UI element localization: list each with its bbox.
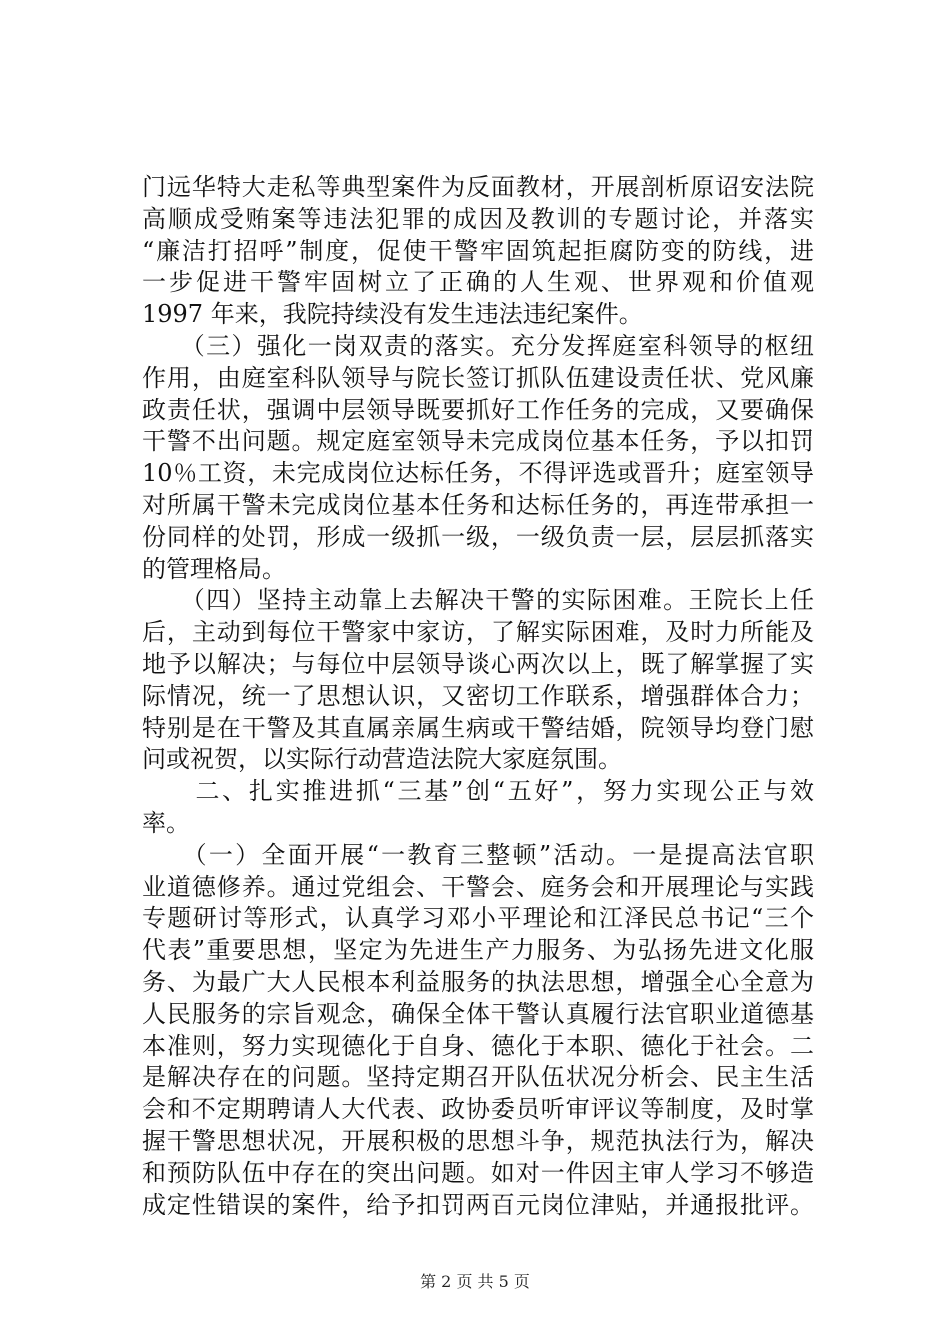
text-line: 本准则，努力实现德化于自身、德化于本职、德化于社会。二 — [142, 1031, 814, 1060]
text-line: （一）全面开展“一教育三整顿”活动。一是提高法官职 — [142, 840, 814, 869]
text-line: 务、为最广大人民根本利益服务的执法思想，增强全心全意为 — [142, 967, 814, 996]
text-line: 特别是在干警及其直属亲属生病或干警结婚，院领导均登门慰 — [142, 713, 814, 742]
text-line: 专题研讨等形式，认真学习邓小平理论和江泽民总书记“三个 — [142, 904, 814, 933]
text-line: 握干警思想状况，开展积极的思想斗争，规范执法行为，解决 — [142, 1126, 814, 1155]
text-line: 代表”重要思想，坚定为先进生产力服务、为弘扬先进文化服 — [142, 936, 814, 965]
text-line: 10％工资，未完成岗位达标任务，不得评选或晋升；庭室领导 — [142, 459, 814, 488]
text-line: 际情况，统一了思想认识，又密切工作联系，增强群体合力； — [142, 681, 814, 710]
text-line: （三）强化一岗双责的落实。充分发挥庭室科领导的枢纽 — [142, 331, 814, 360]
text-line: （四）坚持主动靠上去解决干警的实际困难。王院长上任 — [142, 586, 814, 615]
text-line: 人民服务的宗旨观念，确保全体干警认真履行法官职业道德基 — [142, 999, 814, 1028]
text-line: 门远华特大走私等典型案件为反面教材，开展剖析原诏安法院 — [142, 173, 814, 201]
text-line: 1997 年来，我院持续没有发生违法违纪案件。 — [142, 300, 643, 329]
text-line: 的管理格局。 — [142, 554, 286, 583]
text-line: 是解决存在的问题。坚持定期召开队伍状况分析会、民主生活 — [142, 1063, 814, 1092]
text-line: 二、扎实推进抓“三基”创“五好”，努力实现公正与效 — [142, 777, 814, 806]
text-line: 会和不定期聘请人大代表、政协委员听审评议等制度，及时掌 — [142, 1095, 814, 1124]
text-line: 业道德修养。通过党组会、干警会、庭务会和开展理论与实践 — [142, 872, 814, 901]
text-line: 高顺成受贿案等违法犯罪的成因及教训的专题讨论，并落实 — [142, 204, 814, 233]
page-number-footer: 第 2 页 共 5 页 — [420, 1272, 530, 1291]
text-line: 份同样的处罚，形成一级抓一级，一级负责一层，层层抓落实 — [142, 522, 814, 551]
text-line: 问或祝贺，以实际行动营造法院大家庭氛围。 — [142, 745, 622, 774]
text-line: 地予以解决；与每位中层领导谈心两次以上，既了解掌握了实 — [142, 649, 814, 678]
text-line: “廉洁打招呼”制度，促使干警牢固筑起拒腐防变的防线，进 — [142, 236, 814, 265]
text-line: 对所属干警未完成岗位基本任务和达标任务的，再连带承担一 — [142, 490, 814, 519]
text-line: 一步促进干警牢固树立了正确的人生观、世界观和价值观 — [142, 268, 814, 297]
text-line: 成定性错误的案件，给予扣罚两百元岗位津贴，并通报批评。 — [142, 1190, 814, 1219]
text-line: 作用，由庭室科队领导与院长签订抓队伍建设责任状、党风廉 — [142, 363, 814, 392]
body-text — [142, 172, 814, 1221]
text-line: 政责任状，强调中层领导既要抓好工作任务的完成，又要确保 — [142, 395, 814, 424]
text-line: 率。 — [142, 808, 190, 837]
text-line: 和预防队伍中存在的突出问题。如对一件因主审人学习不够造 — [142, 1158, 814, 1187]
text-line: 后，主动到每位干警家中家访，了解实际困难，及时力所能及 — [142, 618, 814, 647]
text-line: 干警不出问题。规定庭室领导未完成岗位基本任务，予以扣罚 — [142, 427, 814, 456]
